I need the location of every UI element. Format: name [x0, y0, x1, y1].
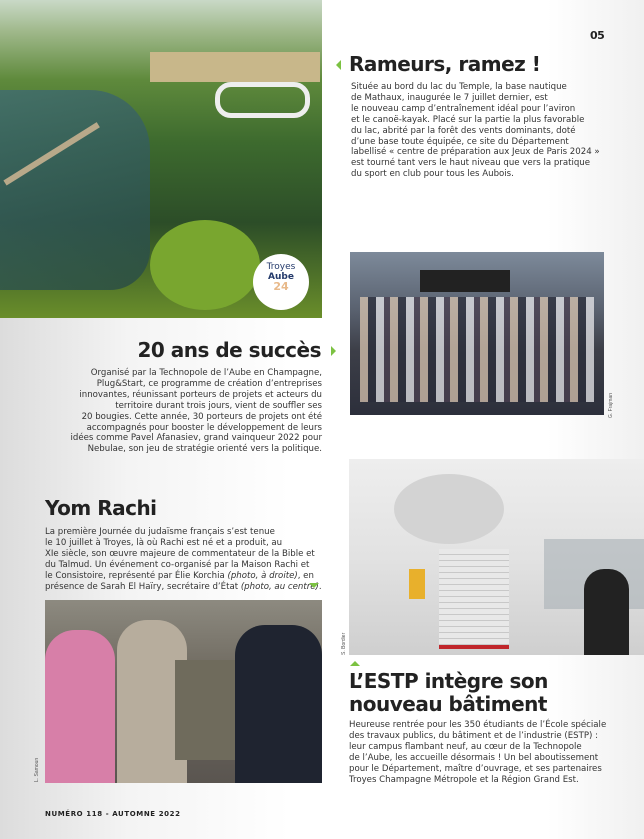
- yom-rachi-photo: [45, 600, 322, 783]
- triangle-right-icon: [331, 346, 336, 356]
- photo-credit-bordier: S. Bordier: [341, 632, 347, 655]
- page-number: 05: [590, 29, 605, 42]
- logo-line1: Troyes: [266, 262, 296, 272]
- succes-body: Organisé par la Technopole de l’Aube en Champagne, Plug&Start, ce programme de création d’entreprises innovantes, réunissant porteurs de projets et acteurs du territoire durant trois jours, vient de souffler ses 20 bougies. Cette année, 30 porteurs de projets ont été accompagnés pour booster le développement de leurs idées comme Pavel Afanasiev, grand vainqueur 2022 pour Nebulae, son jeu de stratégie orienté vers la politique.: [70, 368, 322, 455]
- estp-body: Heureuse rentrée pour les 350 étudiants de l’École spéciale des travaux publics, du bâtiment et de l’industrie (ESTP) : leur campus flambant neuf, au cœur de la Technopole de l’Aube, les accueille désormais ! Un bel aboutissement pour le Département, maître d’ouvrage, et ses partenaires Troyes Champagne Métropole et la Région Grand Est.: [349, 720, 607, 785]
- rachi-body: [45, 527, 335, 592]
- triangle-left-icon: [336, 60, 341, 70]
- photo-credit-samoun: L. Samoun: [34, 757, 40, 782]
- rachi-body-2: , en présence de Sarah El Haïry, secrétaire d’État: [45, 570, 314, 592]
- estp-building-photo: [349, 459, 644, 655]
- rachi-title: Yom Rachi: [45, 496, 157, 520]
- logo-line3: 24: [273, 280, 289, 293]
- lake-aerial-photo: [0, 0, 322, 318]
- succes-title: 20 ans de succès: [137, 338, 321, 362]
- logo-line2: Aube: [268, 272, 294, 282]
- plugstart-group-photo: [350, 252, 604, 415]
- triangle-up-icon: [350, 661, 360, 666]
- photo-credit-frajman: G. Frajman: [608, 392, 614, 418]
- rachi-italic-1: (photo, à droite): [227, 570, 298, 581]
- troyes-aube-logo: [253, 254, 309, 310]
- rachi-body-1: La première Journée du judaïsme français s’est tenue le 10 juillet à Troyes, là où Rachi est né et a produit, au XIe siècle, son œuvre majeure de commentateur de la Bible et du Talmud. Un événement co-organisé par la Maison Rachi et le Consistoire, représenté par Élie Korchia: [45, 527, 315, 581]
- triangle-down-icon: [309, 583, 319, 588]
- estp-title: L’ESTP intègre son nouveau bâtiment: [349, 669, 548, 716]
- footer-issue: NUMÉRO 118 - AUTOMNE 2022: [45, 810, 181, 818]
- rachi-body-3: .: [318, 581, 322, 592]
- rameurs-body: Située au bord du lac du Temple, la base nautique de Mathaux, inaugurée le 7 juillet dernier, est le nouveau camp d’entraînement idéal pour l’aviron et le canoë-kayak. Placé sur la partie la plus favorable du lac, abrité par la forêt des vents dominants, doté d’une base toute équipée, ce site du Département labellisé « centre de préparation aux Jeux de Paris 2024 » est tourné tant vers le haut niveau que vers la pratique du sport en club pour tous les Aubois.: [351, 82, 600, 180]
- rameurs-title: Rameurs, ramez !: [349, 52, 541, 76]
- rachi-italic-2: (photo, au centre): [240, 581, 319, 592]
